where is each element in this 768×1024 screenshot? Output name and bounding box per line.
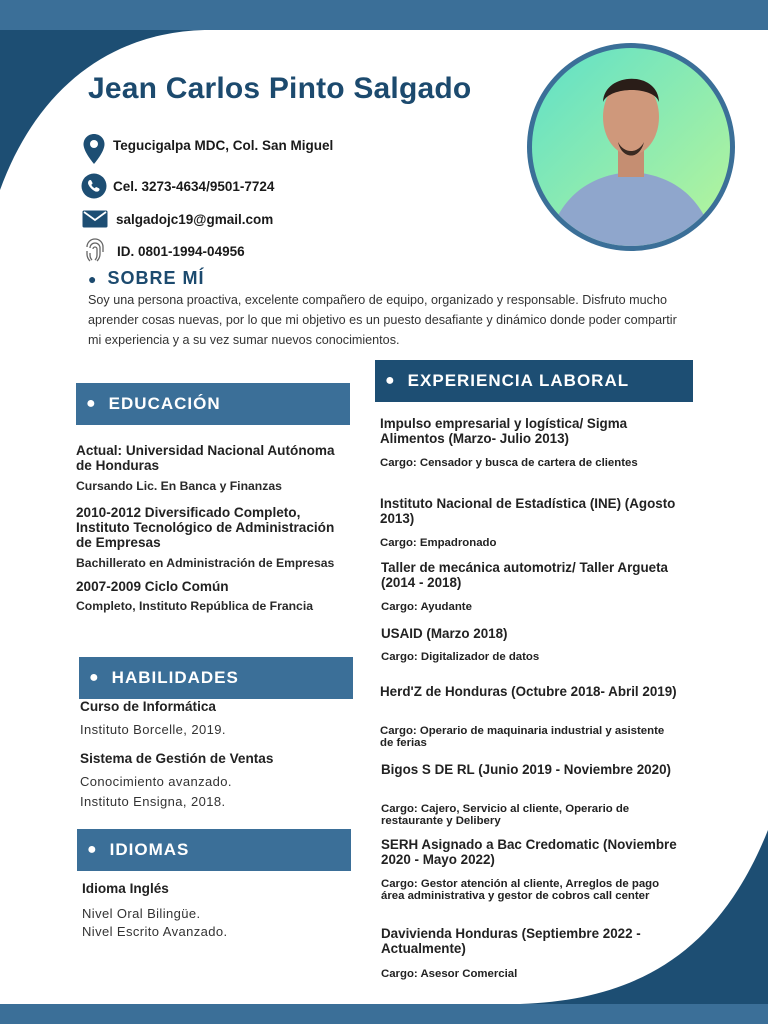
skill-line: Conocimiento avanzado.	[80, 774, 232, 789]
contact-phone: Cel. 3273-4634/9501-7724	[113, 179, 275, 194]
language-title: Idioma Inglés	[82, 881, 169, 896]
job-title: Taller de mecánica automotriz/ Taller Argueta (2014 - 2018)	[381, 560, 668, 590]
education-item-title: 2010-2012 Diversificado Completo, Instituto Tecnológico de Administración de Empresas	[76, 505, 335, 550]
job-role: Cargo: Digitalizador de datos	[381, 651, 540, 663]
skill-title: Curso de Informática	[80, 699, 216, 714]
job-role: Cargo: Ayudante	[381, 601, 472, 613]
language-line: Nivel Oral Bilingüe.	[82, 906, 201, 921]
profile-photo	[526, 42, 736, 252]
contact-id: ID. 0801-1994-04956	[117, 244, 245, 259]
job-title: Bigos S DE RL (Junio 2019 - Noviembre 2020)	[381, 762, 671, 777]
skill-line: Instituto Ensigna, 2018.	[80, 794, 226, 809]
job-role: Cargo: Cajero, Servicio al cliente, Operario de restaurante y Delibery	[381, 803, 630, 827]
education-item-title: 2007-2009 Ciclo Común	[76, 579, 229, 594]
skills-header: ● HABILIDADES	[79, 657, 353, 699]
education-list	[76, 443, 346, 613]
contact-email: salgadojc19@gmail.com	[116, 212, 274, 227]
job-title: Impulso empresarial y logística/ Sigma Alimentos (Marzo- Julio 2013)	[380, 416, 628, 446]
education-header: ● EDUCACIÓN	[76, 383, 350, 425]
location-pin-icon	[82, 133, 106, 165]
about-title: ● SOBRE MÍ	[88, 268, 205, 288]
contact-location: Tegucigalpa MDC, Col. San Miguel	[113, 138, 334, 153]
languages-header: ● IDIOMAS	[77, 829, 351, 871]
job-role: Cargo: Censador y busca de cartera de clientes	[380, 457, 638, 469]
job-title: Herd'Z de Honduras (Octubre 2018- Abril 2019)	[380, 684, 677, 699]
fingerprint-icon	[84, 238, 106, 264]
job-role: Cargo: Asesor Comercial	[381, 968, 518, 980]
education-item-title: Actual: Universidad Nacional Autónoma de Honduras	[76, 443, 335, 473]
education-item-sub: Completo, Instituto República de Francia	[76, 599, 314, 613]
job-role: Cargo: Operario de maquinaria industrial y asistente de ferias	[380, 725, 665, 749]
job-role: Cargo: Empadronado	[380, 537, 497, 549]
language-line: Nivel Escrito Avanzado.	[82, 924, 228, 939]
job-title: USAID (Marzo 2018)	[381, 626, 508, 641]
skill-title: Sistema de Gestión de Ventas	[80, 751, 274, 766]
job-role: Cargo: Gestor atención al cliente, Arreglos de pago área administrativa y gestor de cobros call center	[381, 878, 660, 902]
phone-icon	[81, 173, 107, 199]
experience-header: ● EXPERIENCIA LABORAL	[375, 360, 693, 402]
about-text: Soy una persona proactiva, excelente compañero de equipo, organizado y responsable. Disfruto mucho aprender cosas nuevas, por lo que mi objetivo es un puesto desafiante y dinámico donde poder compartir mi experiencia y a su vez sumar nuevos conocimientos.	[88, 293, 677, 347]
email-icon	[82, 210, 108, 228]
candidate-name: Jean Carlos Pinto Salgado	[88, 72, 472, 105]
job-title: SERH Asignado a Bac Credomatic (Noviembre 2020 - Mayo 2022)	[381, 837, 677, 867]
education-item-sub: Bachillerato en Administración de Empresas	[76, 556, 335, 570]
job-title: Davivienda Honduras (Septiembre 2022 - Actualmente)	[381, 926, 641, 956]
job-title: Instituto Nacional de Estadística (INE) (Agosto 2013)	[380, 496, 676, 526]
education-item-sub: Cursando Lic. En Banca y Finanzas	[76, 479, 282, 493]
skill-line: Instituto Borcelle, 2019.	[80, 722, 226, 737]
